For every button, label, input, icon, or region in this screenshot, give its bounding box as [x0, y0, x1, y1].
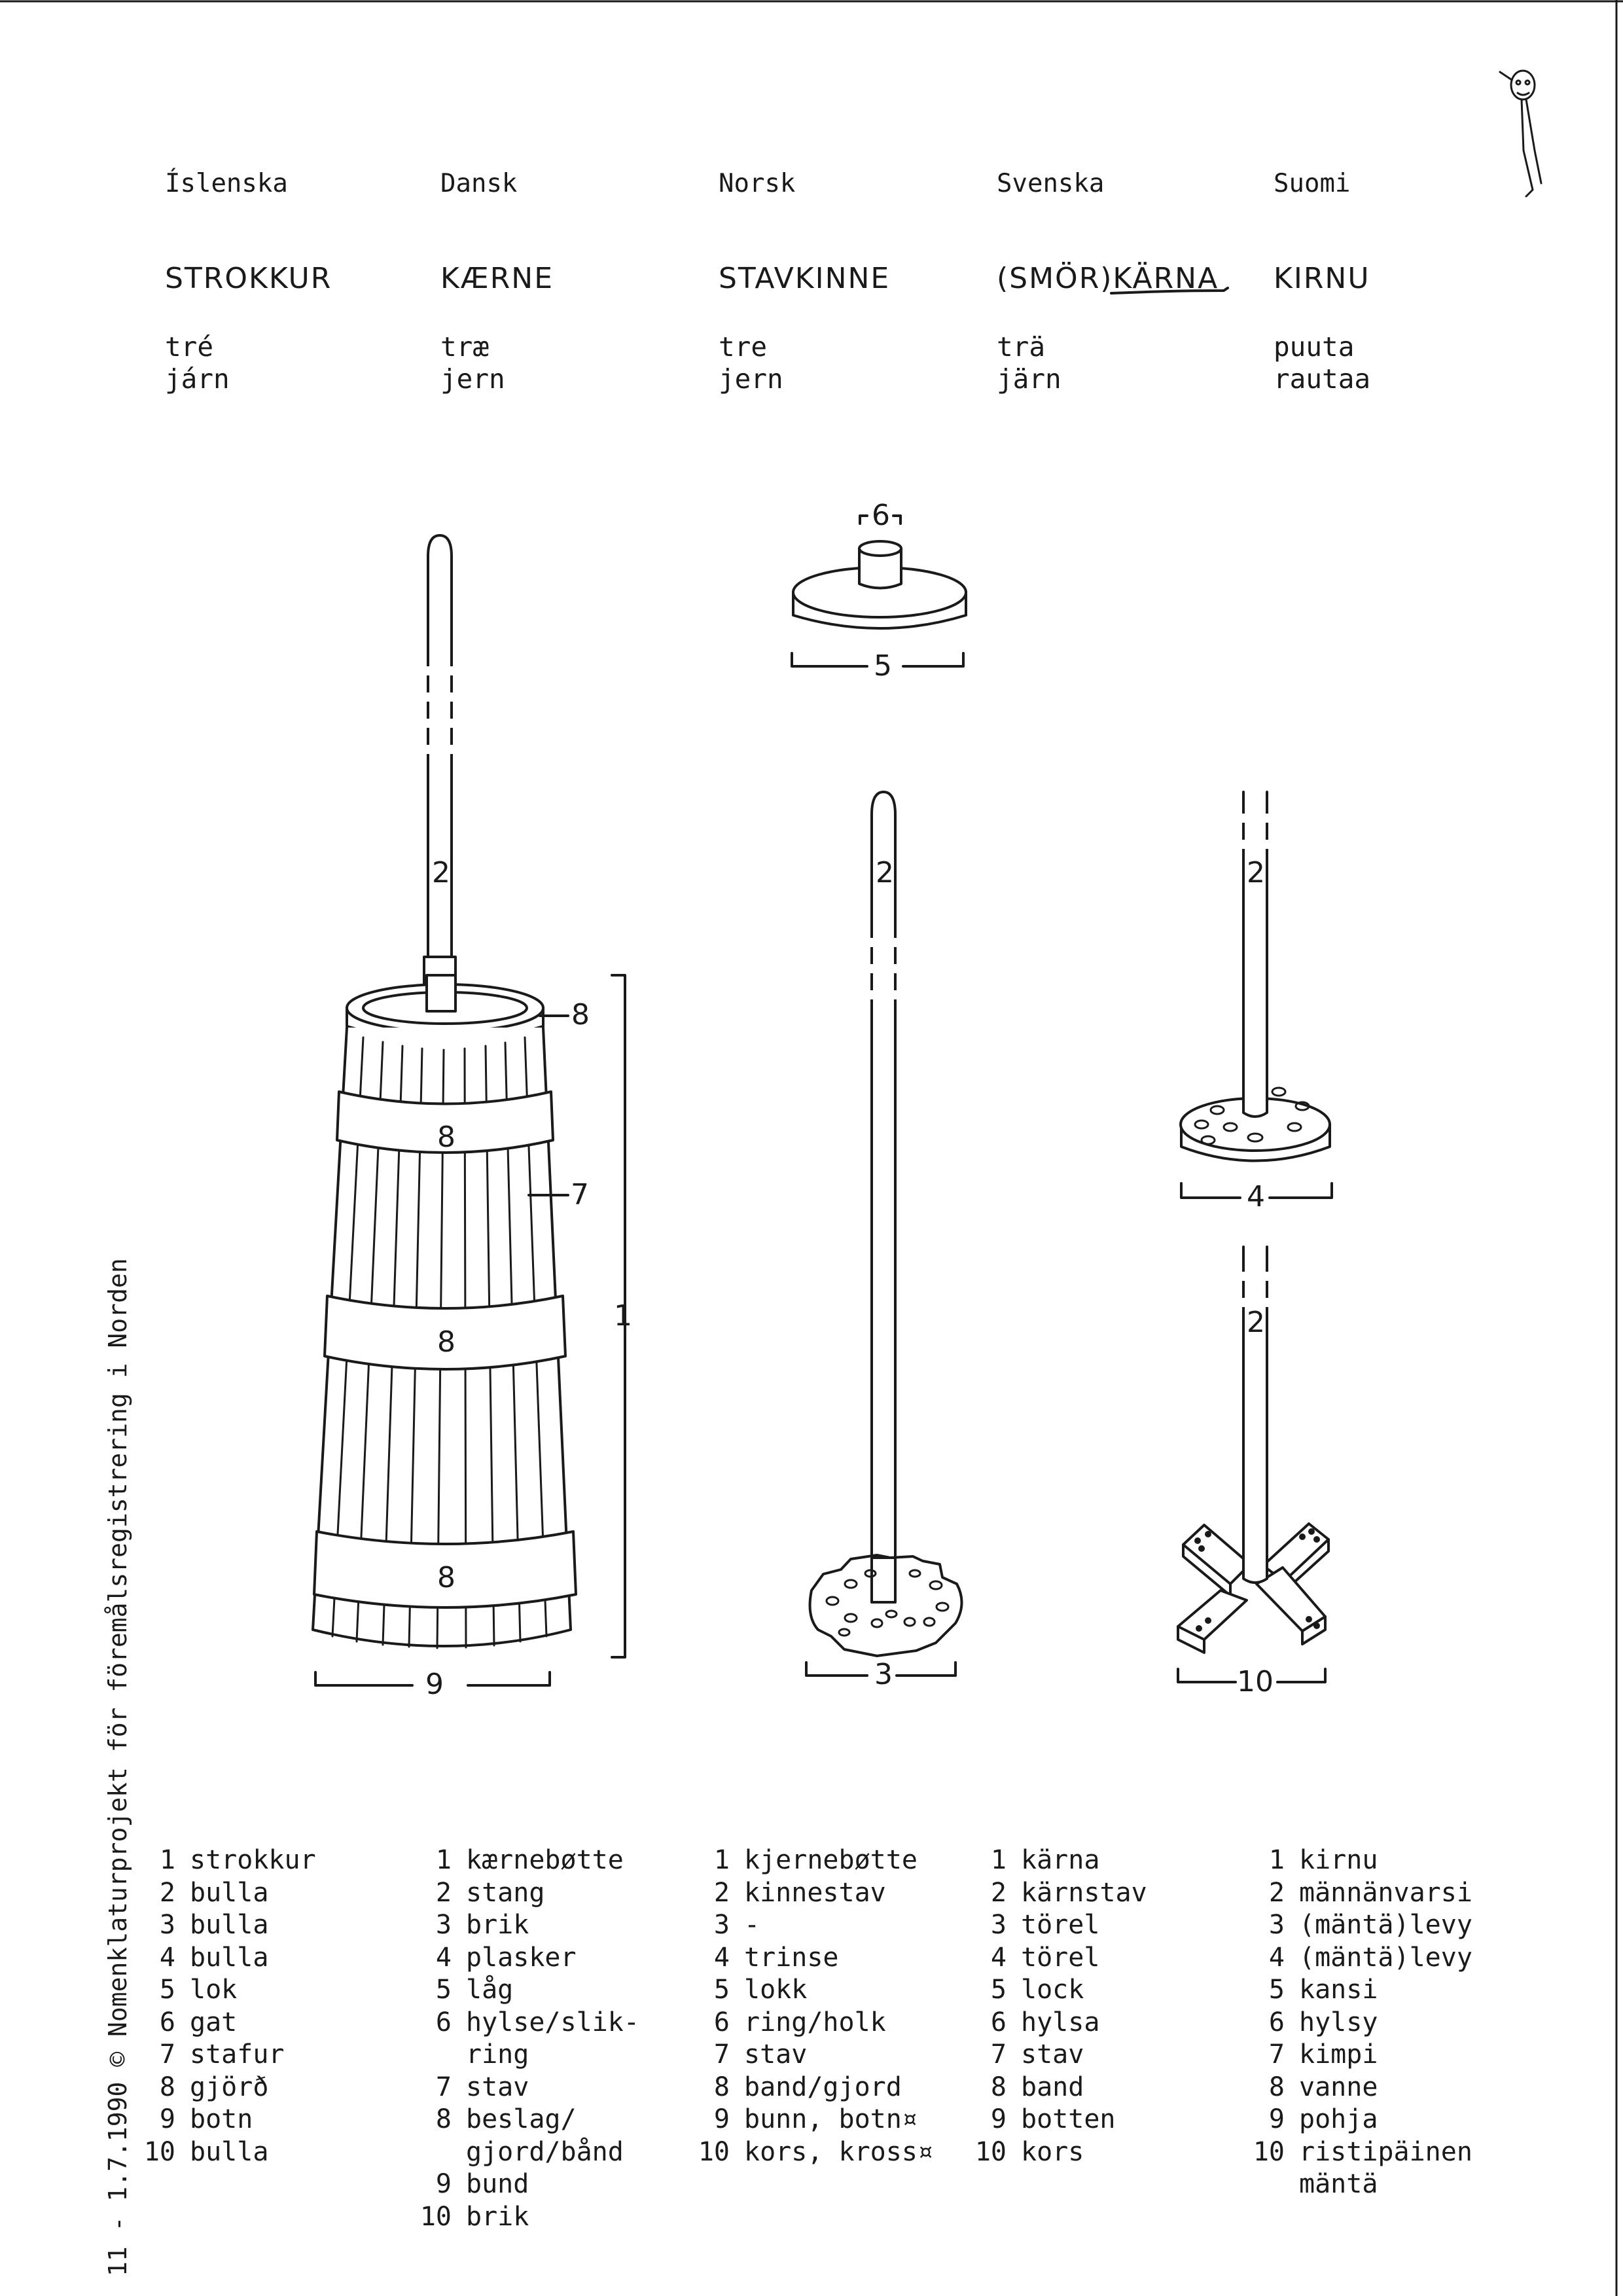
- legend-row: [414, 2104, 639, 2136]
- legend-row: [692, 1877, 933, 1910]
- legend-row: [969, 1909, 1147, 1942]
- legend-term: stang: [466, 1877, 545, 1908]
- legend-row: [692, 2136, 933, 2169]
- legend-number: 8: [435, 2104, 452, 2134]
- legend-term: kärnstav: [1021, 1877, 1147, 1908]
- legend-column-dansk: [414, 1844, 639, 2233]
- legend-term: beslag/: [466, 2104, 577, 2134]
- legend-row: [414, 2072, 639, 2104]
- legend-row: [1247, 2072, 1472, 2104]
- legend-row: [1247, 1974, 1472, 2007]
- lang-name-svenska: Svenska: [997, 169, 1105, 198]
- legend-term: ristipäinen: [1299, 2136, 1472, 2167]
- term-dansk: KÆRNE: [440, 262, 554, 295]
- lid-drawing: [792, 499, 966, 683]
- legend-term: kjernebøtte: [744, 1845, 918, 1875]
- legend-row: [414, 1942, 639, 1975]
- label-shaft: 2: [432, 856, 450, 889]
- legend-row: [692, 2007, 933, 2039]
- legend-column-islenska: [137, 1844, 316, 2168]
- legend-number: 3: [159, 1910, 175, 1940]
- legend-number: 10: [419, 2201, 452, 2232]
- legend-term: stav: [1021, 2039, 1084, 2070]
- legend-column-svenska: [969, 1844, 1147, 2168]
- legend-term: hylse/slik-: [466, 2007, 639, 2037]
- legend-row: [137, 2007, 316, 2039]
- dasher-shaft: [428, 535, 452, 1001]
- legend-term: kinnestav: [744, 1877, 886, 1908]
- legend-row: [137, 1844, 316, 1877]
- legend-row: [414, 2168, 639, 2201]
- legend-term: bulla: [190, 2136, 269, 2167]
- legend-term: (mäntä)levy: [1299, 1910, 1472, 1940]
- lang-name-norsk: Norsk: [719, 169, 796, 198]
- label-hoop-middle: 8: [437, 1325, 455, 1359]
- legend-row: [1247, 1942, 1472, 1975]
- legend-row: [692, 1942, 933, 1975]
- legend-term: ring: [466, 2039, 529, 2070]
- legend-number: 7: [159, 2039, 175, 2070]
- legend-number: 9: [435, 2169, 452, 2199]
- legend-row: [692, 1974, 933, 2007]
- lang-name-suomi: Suomi: [1274, 169, 1351, 198]
- legend-number: 9: [1268, 2104, 1285, 2134]
- legend-row: [414, 1844, 639, 1877]
- label-hoop-upper: 8: [437, 1121, 455, 1154]
- legend-number: 8: [713, 2072, 730, 2102]
- lang-name-dansk: Dansk: [440, 169, 518, 198]
- legend-number: 2: [1268, 1877, 1285, 1908]
- legend-number: 6: [713, 2007, 730, 2037]
- legend-term: bund: [466, 2169, 529, 2199]
- legend-column-norsk: [692, 1844, 933, 2168]
- term-suomi: KIRNU: [1274, 262, 1370, 295]
- legend-term: gjord/bånd: [466, 2136, 624, 2167]
- label-churn: 1: [614, 1299, 632, 1333]
- legend-term: gat: [190, 2007, 238, 2037]
- legend-number: [414, 2039, 452, 2072]
- material-iron: jern: [719, 363, 783, 395]
- material-iron: rautaa: [1274, 363, 1371, 395]
- legend-number: 3: [990, 1910, 1007, 1940]
- legend-number: 2: [159, 1877, 175, 1908]
- legend-row: [692, 2072, 933, 2104]
- legend-term: kärna: [1021, 1845, 1100, 1875]
- legend-term: törel: [1021, 1910, 1100, 1940]
- legend-term: låg: [466, 1975, 514, 2005]
- legend-term: brik: [466, 1910, 529, 1940]
- legend-term: bulla: [190, 1910, 269, 1940]
- label-perforated-disc: 3: [874, 1658, 893, 1691]
- legend-term: band/gjord: [744, 2072, 902, 2102]
- legend-row: [414, 1877, 639, 1910]
- legend-term: bulla: [190, 1942, 269, 1973]
- legend-number: 1: [990, 1845, 1007, 1875]
- legend-row: [969, 2007, 1147, 2039]
- label-lid: 5: [874, 649, 892, 683]
- legend-row: [414, 2007, 639, 2039]
- legend-number: 10: [143, 2136, 175, 2167]
- legend-number: 6: [435, 2007, 452, 2037]
- legend-term: kors, kross¤: [744, 2136, 933, 2167]
- material-wood: træ: [440, 331, 490, 363]
- dasher-round-disc: [1181, 792, 1332, 1213]
- legend-row: [414, 2201, 639, 2234]
- legend-row: [1247, 2168, 1472, 2201]
- legend-number: 8: [1268, 2072, 1285, 2102]
- material-wood: trä: [997, 331, 1046, 363]
- legend-term: botn: [190, 2104, 253, 2134]
- side-footer-text: 11 - 1.7.1990 © Nomenklaturprojekt för föremålsregistrering i Norden: [103, 1258, 132, 2276]
- legend-number: 10: [974, 2136, 1007, 2167]
- legend-row: [137, 2136, 316, 2169]
- legend-row: [414, 2136, 639, 2169]
- legend-term: ring/holk: [744, 2007, 886, 2037]
- legend-row: [137, 2039, 316, 2072]
- legend-row: [1247, 1877, 1472, 1910]
- legend-term: stav: [744, 2039, 808, 2070]
- legend-term: botten: [1021, 2104, 1116, 2134]
- legend-term: kærnebøtte: [466, 1845, 624, 1875]
- legend-number: 9: [713, 2104, 730, 2134]
- legend-term: -: [744, 1910, 760, 1940]
- legend-row: [969, 1844, 1147, 1877]
- legend-number: 1: [435, 1845, 452, 1875]
- legend-term: bulla: [190, 1877, 269, 1908]
- material-iron: járn: [165, 363, 230, 395]
- legend-row: [969, 1877, 1147, 1910]
- legend-term: törel: [1021, 1942, 1100, 1973]
- material-wood: tre: [719, 331, 768, 363]
- legend-number: [1247, 2168, 1285, 2201]
- legend-term: trinse: [744, 1942, 839, 1973]
- material-wood: tré: [165, 331, 214, 363]
- legend-row: [1247, 1844, 1472, 1877]
- label-shaft: 2: [876, 856, 894, 889]
- legend-row: [969, 1942, 1147, 1975]
- legend-term: lock: [1021, 1975, 1084, 2005]
- legend-number: 10: [698, 2136, 730, 2167]
- legend-number: 7: [713, 2039, 730, 2070]
- legend-row: [137, 1877, 316, 1910]
- legend-term: männänvarsi: [1299, 1877, 1472, 1908]
- legend-row: [969, 2039, 1147, 2072]
- legend-number: 3: [435, 1910, 452, 1940]
- legend-row: [692, 2104, 933, 2136]
- legend-row: [692, 1909, 933, 1942]
- term-norsk: STAVKINNE: [719, 262, 891, 295]
- churn-drawing: [313, 535, 632, 1701]
- label-round-disc: 4: [1247, 1180, 1265, 1213]
- legend-row: [692, 2039, 933, 2072]
- legend-row: [969, 2072, 1147, 2104]
- legend-number: 1: [159, 1845, 175, 1875]
- legend-number: 1: [1268, 1845, 1285, 1875]
- legend-term: gjörð: [190, 2072, 269, 2102]
- legend-term: lok: [190, 1975, 238, 2005]
- term-svenska: (SMÖR)KÄRNA: [997, 262, 1219, 295]
- label-stave: 7: [571, 1178, 589, 1211]
- material-wood: puuta: [1274, 331, 1355, 363]
- material-iron: järn: [997, 363, 1061, 395]
- legend-number: 2: [435, 1877, 452, 1908]
- legend-number: 1: [713, 1845, 730, 1875]
- legend-row: [969, 1974, 1147, 2007]
- label-shaft: 2: [1247, 1306, 1265, 1339]
- legend-term: (mäntä)levy: [1299, 1942, 1472, 1973]
- term-islenska: STROKKUR: [165, 262, 332, 295]
- dasher-cross: [1178, 1247, 1329, 1698]
- legend-term: pohja: [1299, 2104, 1378, 2134]
- label-rim: 8: [571, 998, 590, 1031]
- legend-term: kors: [1021, 2136, 1084, 2167]
- legend-number: 3: [713, 1910, 730, 1940]
- legend-number: 3: [1268, 1910, 1285, 1940]
- legend-row: [414, 1974, 639, 2007]
- legend-row: [1247, 2039, 1472, 2072]
- legend-term: kirnu: [1299, 1845, 1378, 1875]
- label-shaft: 2: [1247, 856, 1265, 889]
- legend-number: 5: [1268, 1975, 1285, 2005]
- label-base: 9: [425, 1668, 444, 1701]
- legend-term: hylsy: [1299, 2007, 1378, 2037]
- legend-number: 4: [713, 1942, 730, 1973]
- legend-term: bunn, botn¤: [744, 2104, 918, 2134]
- legend-row: [1247, 1909, 1472, 1942]
- legend-term: brik: [466, 2201, 529, 2232]
- legend-number: 4: [990, 1942, 1007, 1973]
- legend-row: [1247, 2007, 1472, 2039]
- label-hoop-lower: 8: [437, 1561, 455, 1594]
- legend-term: stav: [466, 2072, 529, 2102]
- legend-term: kansi: [1299, 1975, 1378, 2005]
- legend-term: kimpi: [1299, 2039, 1378, 2070]
- legend-row: [692, 1844, 933, 1877]
- legend-term: lokk: [744, 1975, 808, 2005]
- legend-number: 7: [435, 2072, 452, 2102]
- legend-column-suomi: [1247, 1844, 1472, 2201]
- legend-row: [137, 1909, 316, 1942]
- legend-number: 4: [159, 1942, 175, 1973]
- legend-row: [137, 1974, 316, 2007]
- doodle-figure: [1500, 71, 1541, 196]
- legend-term: mäntä: [1299, 2169, 1378, 2199]
- legend-term: hylsa: [1021, 2007, 1100, 2037]
- legend-term: strokkur: [190, 1845, 316, 1875]
- legend-term: stafur: [190, 2039, 285, 2070]
- legend-term: band: [1021, 2072, 1084, 2102]
- material-iron: jern: [440, 363, 505, 395]
- legend-number: 4: [435, 1942, 452, 1973]
- legend-number: 7: [1268, 2039, 1285, 2070]
- label-cross-dasher: 10: [1237, 1665, 1274, 1698]
- legend-number: 2: [990, 1877, 1007, 1908]
- legend-row: [414, 1909, 639, 1942]
- legend-row: [137, 2104, 316, 2136]
- lang-name-islenska: Íslenska: [165, 169, 288, 198]
- legend-number: 5: [435, 1975, 452, 2005]
- legend-number: 4: [1268, 1942, 1285, 1973]
- legend-number: 5: [990, 1975, 1007, 2005]
- legend-row: [1247, 2104, 1472, 2136]
- term-underline: [1111, 288, 1228, 293]
- legend-number: 5: [713, 1975, 730, 2005]
- legend-number: 2: [713, 1877, 730, 1908]
- dasher-perforated: [806, 792, 962, 1691]
- legend-number: 9: [990, 2104, 1007, 2134]
- legend-row: [969, 2104, 1147, 2136]
- legend-number: 10: [1253, 2136, 1285, 2167]
- legend-number: 6: [1268, 2007, 1285, 2037]
- legend-term: vanne: [1299, 2072, 1378, 2102]
- label-lid-ring: 6: [872, 499, 890, 532]
- legend-number: 9: [159, 2104, 175, 2134]
- legend-number: 7: [990, 2039, 1007, 2070]
- legend-term: plasker: [466, 1942, 577, 1973]
- legend-number: [414, 2136, 452, 2169]
- legend-row: [969, 2136, 1147, 2169]
- legend-number: 6: [990, 2007, 1007, 2037]
- legend-row: [1247, 2136, 1472, 2169]
- legend-number: 6: [159, 2007, 175, 2037]
- legend-number: 5: [159, 1975, 175, 2005]
- legend-number: 8: [159, 2072, 175, 2102]
- legend-number: 8: [990, 2072, 1007, 2102]
- legend-row: [137, 2072, 316, 2104]
- legend-row: [414, 2039, 639, 2072]
- legend-row: [137, 1942, 316, 1975]
